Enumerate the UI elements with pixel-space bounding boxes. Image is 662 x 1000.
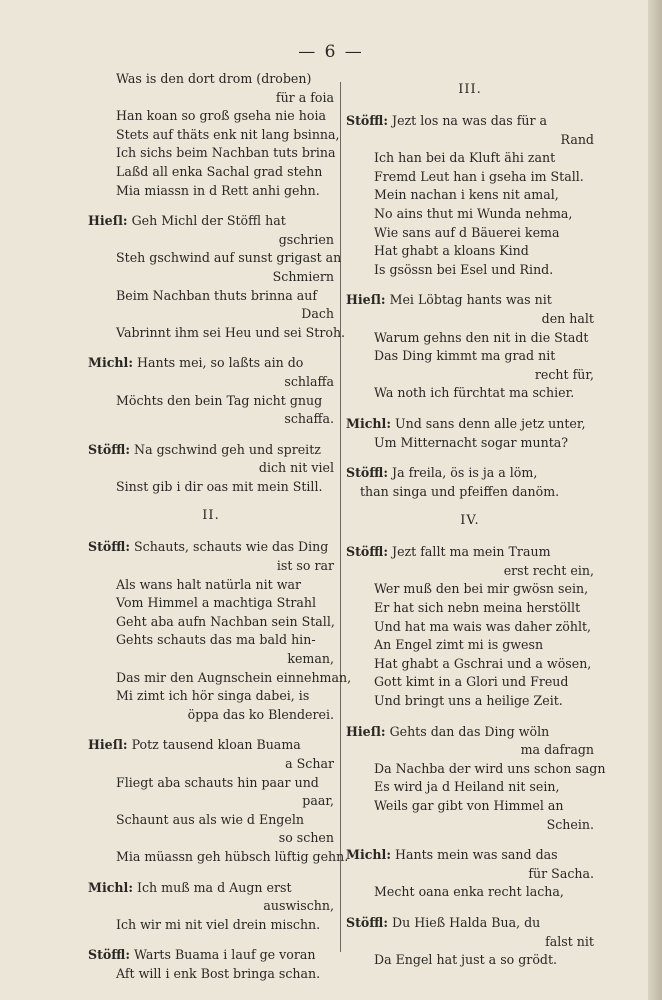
verse-line xyxy=(88,392,334,411)
stanza-gap xyxy=(346,452,594,464)
verse-line xyxy=(88,126,340,145)
verse-text: Steh gschwind auf sunst grigast an xyxy=(116,250,342,266)
speaker-name: Stöffl: xyxy=(88,539,131,555)
verse-line-continuation: den halt xyxy=(541,310,594,326)
column-divider xyxy=(340,82,341,952)
speaker-name: Hieſl: xyxy=(88,213,128,229)
verse-text: Da Engel hat just a so grödt. xyxy=(374,952,558,968)
verse-line-continuation: falst nit xyxy=(545,933,594,949)
verse-line xyxy=(346,261,594,280)
verse-text: Vom Himmel a machtiga Strahl xyxy=(116,595,316,611)
verse-line xyxy=(346,797,594,816)
stanza-gap xyxy=(346,711,594,723)
stanza-gap xyxy=(346,902,594,914)
speaker-name: Stöffl: xyxy=(88,947,131,963)
verse-text: Mecht oana enka recht lacha, xyxy=(374,884,564,900)
verse-text: Ich sichs beim Nachban tuts brina xyxy=(116,145,336,161)
speaker-name: Hieſl: xyxy=(346,723,386,739)
section-number: IV. xyxy=(460,513,480,529)
verse-line xyxy=(88,965,334,984)
verse-line-continuation: für Sacha. xyxy=(528,865,594,881)
verse-text: Geht aba aufn Nachban sein Stall, xyxy=(116,613,335,629)
verse-line xyxy=(88,70,334,89)
verse-line xyxy=(346,205,594,224)
verse-line xyxy=(346,580,594,599)
verse-line-continuation: paar, xyxy=(302,793,334,809)
verse-text: Ja freila, ös is ja a löm, xyxy=(392,465,538,481)
verse-text: Ich muß ma d Augn erst xyxy=(137,879,292,895)
verse-line xyxy=(88,774,334,793)
verse-line xyxy=(88,287,334,306)
verse-line xyxy=(88,736,334,755)
verse-text: Fliegt aba schauts hin paar und xyxy=(116,774,319,790)
verse-text: Es wird ja d Heiland nit sein, xyxy=(374,779,560,795)
verse-text: Na gschwind geh und spreitz xyxy=(134,441,321,457)
verse-line xyxy=(346,384,594,403)
verse-text: Möchts den bein Tag nicht gnug xyxy=(116,392,323,408)
verse-text: Mei Löbtag hants was nit xyxy=(389,292,552,308)
stanza-gap xyxy=(346,834,594,846)
verse-line xyxy=(346,883,594,902)
page-number: — 6 — xyxy=(298,42,364,62)
verse-line xyxy=(346,415,594,434)
verse-line xyxy=(346,543,594,562)
verse-text: Ich han bei da Kluft ähi zant xyxy=(374,150,556,166)
speaker-name: Michl: xyxy=(346,847,391,863)
stanza-gap xyxy=(346,279,594,291)
verse-line xyxy=(88,441,334,460)
verse-text: Schaunt aus als wie d Engeln xyxy=(116,811,304,827)
verse-text: Beim Nachban thuts brinna auf xyxy=(116,287,317,303)
verse-text: Er hat sich nebn meina herstöllt xyxy=(374,600,581,616)
right-column xyxy=(346,70,606,970)
speaker-name: Stöffl: xyxy=(88,441,131,457)
verse-line xyxy=(88,182,334,201)
speaker-name: Hieſl: xyxy=(346,292,386,308)
stanza-gap xyxy=(88,342,334,354)
verse-text: Und sans denn alle jetz unter, xyxy=(395,415,586,431)
verse-line xyxy=(88,848,349,867)
verse-text: Um Mitternacht sogar munta? xyxy=(374,434,569,450)
verse-text: Fremd Leut han i gseha im Stall. xyxy=(374,168,584,184)
page-edge xyxy=(648,0,662,1000)
verse-line xyxy=(88,811,334,830)
verse-text: Wer muß den bei mir gwösn sein, xyxy=(374,581,589,597)
verse-line xyxy=(346,914,594,933)
verse-text: Als wans halt natürla nit war xyxy=(116,576,302,592)
verse-line-continuation: Dach xyxy=(301,306,334,322)
verse-line xyxy=(88,538,334,557)
verse-text: Hants mein was sand das xyxy=(395,847,558,863)
verse-line xyxy=(88,212,334,231)
verse-line xyxy=(346,464,594,483)
verse-line-continuation: recht für, xyxy=(534,366,594,382)
stanza-gap xyxy=(346,403,594,415)
verse-text: Vabrinnt ihm sei Heu und sei Stroh. xyxy=(116,324,346,340)
verse-text: Mia miassn in d Rett anhi gehn. xyxy=(116,182,320,198)
verse-line-continuation: dich nit viel xyxy=(258,460,334,476)
verse-text: Du Hieß Halda Bua, du xyxy=(392,914,541,930)
verse-text: Mi zimt ich hör singa dabei, is xyxy=(116,688,310,704)
verse-text: Is gsössn bei Esel und Rind. xyxy=(374,261,554,277)
verse-text: Das mir den Augnschein einnehman, xyxy=(116,669,352,685)
verse-line xyxy=(88,144,334,163)
verse-line xyxy=(346,329,594,348)
verse-text: than singa und pfeiffen danöm. xyxy=(360,483,560,499)
stanza-gap xyxy=(88,200,334,212)
stanza-gap xyxy=(88,429,334,441)
verse-line xyxy=(88,669,352,688)
verse-line xyxy=(346,673,594,692)
verse-text: Stets auf thäts enk nit lang bsinna, xyxy=(116,126,340,142)
verse-line xyxy=(88,478,334,497)
speaker-name: Hieſl: xyxy=(88,737,128,753)
verse-text: Das Ding kimmt ma grad nit xyxy=(374,348,556,364)
verse-line-continuation: für a foia xyxy=(275,89,334,105)
verse-text: Potz tausend kloan Buama xyxy=(131,737,301,753)
verse-text: Gott kimt in a Glori und Freud xyxy=(374,674,569,690)
verse-text: Han koan so groß gseha nie hoia xyxy=(116,108,326,124)
verse-line xyxy=(88,354,334,373)
verse-text: Wie sans auf d Bäuerei kema xyxy=(374,224,560,240)
verse-text: Wa noth ich fürchtat ma schier. xyxy=(374,385,575,401)
speaker-name: Michl: xyxy=(88,879,133,895)
verse-line-continuation: Schmiern xyxy=(272,268,334,284)
speaker-name: Stöffl: xyxy=(346,914,389,930)
verse-line xyxy=(346,149,594,168)
verse-line xyxy=(346,434,594,453)
verse-text: Sinst gib i dir oas mit mein Still. xyxy=(116,478,323,494)
verse-line-continuation: ist so rar xyxy=(276,558,334,574)
verse-line xyxy=(88,594,334,613)
verse-line xyxy=(346,951,594,970)
verse-line-continuation: auswischn, xyxy=(263,898,334,914)
verse-line xyxy=(88,631,334,650)
verse-text: Gehts schauts das ma bald hin- xyxy=(116,632,316,648)
stanza-gap xyxy=(88,724,334,736)
verse-text: Was is den dort drom (droben) xyxy=(116,71,312,86)
verse-line xyxy=(88,916,334,935)
verse-line-continuation: schlaffa xyxy=(284,373,334,389)
verse-line-continuation: öppa das ko Blenderei. xyxy=(187,706,334,722)
verse-line-continuation: a Schar xyxy=(285,756,334,771)
verse-line xyxy=(346,618,594,637)
verse-line xyxy=(88,613,334,632)
verse-line xyxy=(346,242,594,261)
verse-text: An Engel zimt mi is gwesn xyxy=(374,637,544,653)
verse-text: Laßd all enka Sachal grad stehn xyxy=(116,163,323,179)
section-number: II. xyxy=(202,508,220,524)
verse-line xyxy=(88,687,334,706)
verse-line xyxy=(346,483,594,502)
speaker-name: Stöffl: xyxy=(346,465,389,481)
verse-text: Hants mei, so laßts ain do xyxy=(137,355,304,371)
verse-line xyxy=(88,324,346,343)
verse-line xyxy=(346,846,594,865)
verse-line xyxy=(346,599,594,618)
speaker-name: Michl: xyxy=(88,355,133,371)
verse-line xyxy=(346,168,594,187)
verse-line-continuation: erst recht ein, xyxy=(503,562,594,578)
verse-line-continuation: Rand xyxy=(560,131,594,147)
verse-line xyxy=(346,291,594,310)
verse-line xyxy=(346,186,594,205)
verse-text: Warum gehns den nit in die Stadt xyxy=(374,329,589,345)
verse-line xyxy=(88,879,334,898)
verse-line xyxy=(88,946,334,965)
verse-line-continuation: schaffa. xyxy=(284,411,334,427)
verse-line-continuation: gschrien xyxy=(278,231,334,247)
verse-line xyxy=(346,655,594,674)
verse-text: Schauts, schauts wie das Ding xyxy=(134,539,329,555)
verse-text: Jezt los na was das für a xyxy=(392,113,548,128)
stanza-gap xyxy=(88,867,334,879)
verse-line xyxy=(346,723,594,742)
verse-text: No ains thut mi Wunda nehma, xyxy=(374,205,573,221)
verse-line xyxy=(88,163,334,182)
verse-text: Hat ghabt a Gschrai und a wösen, xyxy=(374,655,592,671)
verse-line-continuation: ma dafragn xyxy=(520,742,594,758)
stanza-gap xyxy=(88,934,334,946)
verse-line xyxy=(346,112,594,131)
verse-line xyxy=(346,636,594,655)
verse-text: Geh Michl der Stöffl hat xyxy=(131,213,286,229)
verse-line xyxy=(346,692,594,711)
speaker-name: Stöffl: xyxy=(346,113,389,128)
verse-text: Jezt fallt ma mein Traum xyxy=(392,544,551,560)
speaker-name: Michl: xyxy=(346,415,391,431)
verse-text: Hat ghabt a kloans Kind xyxy=(374,243,529,259)
verse-line xyxy=(88,576,334,595)
verse-text: Ich wir mi nit viel drein mischn. xyxy=(116,916,321,932)
verse-text: Mein nachan i kens nit amal, xyxy=(374,187,559,203)
verse-line-continuation: so schen xyxy=(278,830,334,846)
verse-line xyxy=(346,760,606,779)
verse-text: Und hat ma wais was daher zöhlt, xyxy=(374,618,592,634)
verse-line xyxy=(346,224,594,243)
verse-text: Gehts dan das Ding wöln xyxy=(389,723,550,739)
verse-line xyxy=(346,347,594,366)
verse-text: Aft will i enk Bost bringa schan. xyxy=(116,965,321,981)
verse-line xyxy=(88,249,342,268)
verse-text: Und bringt uns a heilige Zeit. xyxy=(374,693,563,709)
verse-text: Da Nachba der wird uns schon sagn xyxy=(374,760,606,776)
verse-text: Warts Buama i lauf ge voran xyxy=(134,947,316,963)
verse-line xyxy=(88,107,334,126)
verse-text: Mia müassn geh hübsch lüftig gehn. xyxy=(116,848,349,864)
verse-line xyxy=(346,778,594,797)
left-column xyxy=(88,70,352,984)
section-number: III. xyxy=(458,82,482,97)
verse-text: Weils gar gibt von Himmel an xyxy=(374,798,564,813)
verse-line-continuation: Schein. xyxy=(546,816,594,832)
speaker-name: Stöffl: xyxy=(346,544,389,560)
verse-line-continuation: keman, xyxy=(287,651,334,667)
